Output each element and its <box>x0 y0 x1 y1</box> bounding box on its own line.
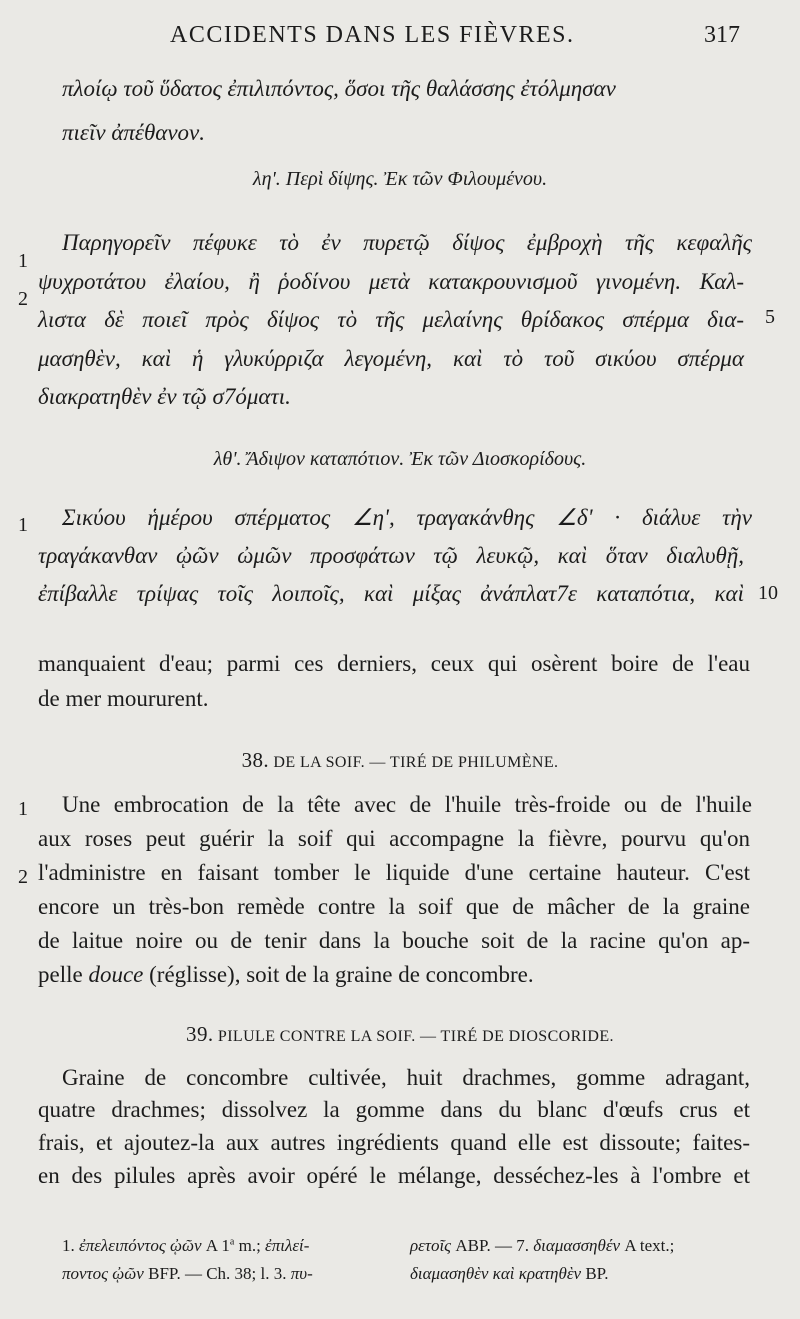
greek-line: μασηθὲν, καὶ ἡ γλυκύρριζα λεγομένη, καὶ τὸ τοῦ σικύου σπέρμα <box>38 346 744 371</box>
margin-number: 1 <box>18 514 28 536</box>
footnote-greek: ρετοῖς <box>410 1236 452 1255</box>
margin-number: 10 <box>758 582 778 604</box>
footnote-line <box>410 1264 609 1284</box>
greek-line: πιεῖν ἀπέθανον. <box>62 120 206 145</box>
page-number: 317 <box>704 22 740 48</box>
greek-section-heading: λη'. Περὶ δίψης. Ἐκ τῶν Φιλουμένου. <box>252 168 548 190</box>
french-section-heading <box>0 1022 800 1047</box>
french-section-heading <box>0 748 800 773</box>
greek-line: διακρατηθὲν ἐν τῷ σ7όματι. <box>38 384 291 409</box>
greek-line: λιστα δὲ ποιεῖ πρὸς δίψος τὸ τῆς μελαίνης θρίδακος σπέρμα δια- <box>38 307 744 332</box>
margin-number: 1 <box>18 798 28 820</box>
french-line <box>38 962 534 988</box>
greek-line: ἐπίβαλλε τρίψας τοῖς λοιποῖς, καὶ μίξας ἀνάπλατ7ε καταπότια, καὶ <box>38 581 744 606</box>
french-line: de laitue noire ou de tenir dans la bouche soit de la racine qu'on ap- <box>38 928 750 953</box>
margin-number: 2 <box>18 866 28 888</box>
footnote-line <box>410 1236 674 1256</box>
running-header <box>140 22 740 58</box>
french-line: aux roses peut guérir la soif qui accompagne la fièvre, pourvu qu'on <box>38 826 750 851</box>
text-fragment: (réglisse), soit de la graine de concombre. <box>149 962 534 987</box>
greek-line: ψυχροτάτου ἐλαίου, ἢ ῥοδίνου μετὰ κατακρουνισμοῦ γινομένη. Καλ- <box>38 269 744 294</box>
french-line: de mer moururent. <box>38 686 209 711</box>
running-title: ACCIDENTS DANS LES FIÈVRES. <box>170 22 575 48</box>
footnote-number: 1. <box>62 1236 75 1255</box>
french-line: quatre drachmes; dissolvez la gomme dans du blanc d'œufs crus et <box>38 1097 750 1122</box>
text-fragment: pelle <box>38 962 83 987</box>
footnote-greek: διαμασηθὲν καὶ κρατηθὲν <box>410 1264 582 1283</box>
french-line: frais, et ajoutez-la aux autres ingrédients quand elle est dissoute; faites- <box>38 1130 750 1155</box>
greek-line: Σικύου ἡμέρου σπέρματος ∠η', τραγακάνθης ∠δ' · διάλυε τὴν <box>62 505 752 530</box>
section-number: 39. <box>186 1022 214 1046</box>
footnote-greek: ἐπιλεί- <box>265 1236 310 1255</box>
footnote-text: m.; <box>238 1236 261 1255</box>
greek-line: πλοίῳ τοῦ ὕδατος ἐπιλιπόντος, ὅσοι τῆς θαλάσσης ἐτόλμησαν <box>62 76 616 101</box>
french-line: encore un très-bon remède contre la soif que de mâcher de la graine <box>38 894 750 919</box>
footnote-text: BP. <box>585 1264 609 1283</box>
greek-section-heading: λθ'. Ἄδιψον καταπότιον. Ἐκ τῶν Διοσκορίδους. <box>213 448 587 470</box>
section-number: 38. <box>241 748 270 772</box>
section-title: DE LA SOIF. — TIRÉ DE PHILUMÈNE. <box>273 754 559 771</box>
section-title: PILULE CONTRE LA SOIF. — TIRÉ DE DIOSCORIDE. <box>217 1028 614 1045</box>
margin-number: 2 <box>18 288 28 310</box>
french-line: Une embrocation de la tête avec de l'huile très-froide ou de l'huile <box>62 792 752 817</box>
footnote-line <box>62 1236 309 1256</box>
french-line: Graine de concombre cultivée, huit drachmes, gomme adragant, <box>62 1065 750 1090</box>
french-line: en des pilules après avoir opéré le mélange, desséchez-les à l'ombre et <box>38 1163 750 1188</box>
footnote-greek: διαμασσηθέν <box>533 1236 621 1255</box>
margin-number: 1 <box>18 250 28 272</box>
footnote-text: BFP. — Ch. 38; l. 3. <box>148 1264 287 1283</box>
italic-term: douce <box>88 962 144 987</box>
footnote-text: ABP. — 7. <box>455 1236 530 1255</box>
greek-line: Παρηγορεῖν πέφυκε τὸ ἐν πυρετῷ δίψος ἐμβροχὴ τῆς κεφαλῆς <box>62 230 752 255</box>
french-line: l'administre en faisant tomber le liquide d'une certaine hauteur. C'est <box>38 860 750 885</box>
footnote-greek: ποντος ᾠῶν <box>62 1264 144 1283</box>
footnote-greek: ἐπελειπόντος ᾠῶν <box>79 1236 202 1255</box>
greek-line: τραγάκανθαν ᾠῶν ὠμῶν προσφάτων τῷ λευκῷ, καὶ ὅταν διαλυθῇ, <box>38 543 744 568</box>
footnote-text: A text.; <box>624 1236 675 1255</box>
margin-number: 5 <box>765 306 775 328</box>
footnote-greek: πυ- <box>290 1264 313 1283</box>
footnote-line <box>62 1264 313 1284</box>
footnote-superscript: a <box>229 1236 235 1248</box>
footnote-sigla: A 1 <box>205 1236 230 1255</box>
french-line: manquaient d'eau; parmi ces derniers, ceux qui osèrent boire de l'eau <box>38 651 750 676</box>
